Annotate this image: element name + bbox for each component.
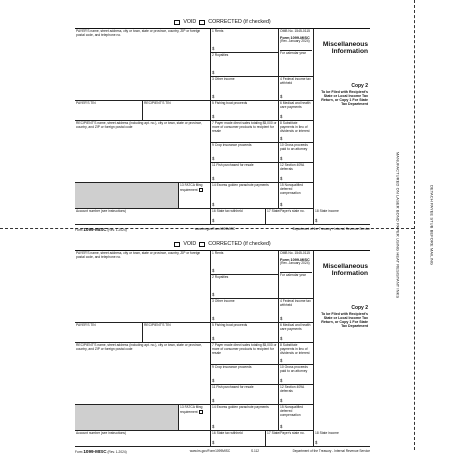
dollar-sign: $: [280, 114, 283, 120]
dollar-sign: $: [212, 336, 215, 342]
account-number-label: Account number (see instructions): [76, 208, 127, 213]
form-id-box: [279, 251, 314, 299]
payer-name-box[interactable]: [75, 251, 211, 323]
box4-federal-tax[interactable]: [279, 299, 314, 323]
box2-royalties[interactable]: [211, 275, 279, 299]
footer-form-word: Form: [75, 449, 83, 454]
box13-fatca[interactable]: [179, 183, 211, 209]
box13-label: 13 FATCA filing requirement: [180, 182, 203, 192]
recipient-tin-box[interactable]: [143, 323, 211, 343]
dollar-sign: $: [212, 378, 215, 384]
copy-description: To be Filed with Recipient's State or Local Income Tax Return, or Copy 1 For State Tax Department: [321, 312, 368, 329]
dollar-sign: $: [280, 336, 283, 342]
footer-form-word: Form: [75, 227, 83, 232]
form-revision: (Rev. January 2024): [280, 39, 310, 44]
void-corrected-row: [75, 238, 370, 250]
box6-medical[interactable]: [279, 101, 314, 121]
omb-number: OMB No. 1545-0115: [280, 250, 310, 255]
footer-revision: (Rev. 1-2024): [107, 227, 127, 232]
box9-crop-insurance[interactable]: [211, 365, 279, 385]
box11-label: 11 Fish purchased for resale: [212, 162, 254, 167]
box10-attorney[interactable]: [279, 143, 314, 163]
side-print-notice-outer: DETACH PAYEE STUB BEFORE MAILING: [429, 184, 435, 266]
box12-label: 12 Section 409A deferrals: [280, 384, 305, 393]
box14-label: 14 Excess golden parachute payments: [212, 182, 269, 187]
box5-fishing-boat[interactable]: [211, 323, 279, 343]
box15-nonqualified[interactable]: [279, 405, 314, 431]
box18-label: 18 State income: [315, 208, 339, 213]
dollar-sign: $: [280, 378, 283, 384]
copy-label: Copy 2: [351, 83, 368, 89]
box16-state-tax[interactable]: [211, 431, 266, 447]
form-revision: (Rev. January 2024): [280, 261, 310, 266]
dollar-sign: $: [280, 94, 283, 100]
box11-fish-purchased[interactable]: [211, 385, 279, 405]
box9-label: 9 Crop insurance proceeds: [212, 142, 252, 147]
box5-label: 5 Fishing boat proceeds: [212, 100, 248, 105]
recipient-tin-box[interactable]: [143, 101, 211, 121]
box10-label: 10 Gross proceeds paid to an attorney: [280, 364, 308, 373]
payer-tin-label: PAYER'S TIN: [76, 100, 96, 105]
box1-label: 1 Rents: [212, 250, 224, 255]
box3-other-income[interactable]: [211, 299, 279, 323]
calendar-year-label: For calendar year: [280, 272, 312, 277]
form-title: Miscellaneous Information: [322, 41, 368, 55]
box10-label: 10 Gross proceeds paid to an attorney: [280, 142, 308, 151]
form-footer: [75, 225, 370, 233]
box8-label: 8 Substitute payments in lieu of dividends or interest: [280, 120, 310, 133]
box6-medical[interactable]: [279, 323, 314, 343]
box12-409a[interactable]: [279, 163, 314, 183]
copy-label: Copy 2: [351, 305, 368, 311]
void-checkbox[interactable]: [174, 20, 180, 25]
dollar-sign: $: [212, 218, 215, 224]
box2-label: 2 Royalties: [212, 52, 229, 57]
form-number: Form 1099-MISC: [280, 35, 310, 40]
form-number: Form 1099-MISC: [280, 257, 310, 262]
box15-label: 15 Nonqualified deferred compensation: [280, 404, 303, 417]
box4-label: 4 Federal income tax withheld: [280, 298, 311, 307]
shaded-area: [75, 405, 179, 431]
footer-form-id: [75, 227, 145, 232]
box11-fish-purchased[interactable]: [211, 163, 279, 183]
recipient-tin-label: RECIPIENT'S TIN: [144, 100, 171, 105]
dollar-sign: $: [280, 202, 283, 208]
footer-form-id: [75, 449, 145, 454]
fatca-checkbox[interactable]: [199, 410, 203, 414]
box13-fatca[interactable]: [179, 405, 211, 431]
box1-label: 1 Rents: [212, 28, 224, 33]
box3-label: 3 Other income: [212, 76, 235, 81]
footer-form-name: 1099-MISC: [83, 226, 107, 232]
footer-form-name: 1099-MISC: [83, 448, 107, 454]
dollar-sign: $: [212, 176, 215, 182]
dollar-sign: $: [212, 114, 215, 120]
title-box: [314, 29, 370, 77]
dollar-sign: $: [212, 316, 215, 322]
corrected-checkbox[interactable]: [199, 242, 205, 247]
box7-label: 7 Payer made direct sales totaling $5,000 or more of consumer products to recipient for resale: [212, 342, 277, 355]
dollar-sign: $: [212, 292, 215, 298]
box14-golden-parachute[interactable]: [211, 405, 279, 431]
dollar-sign: $: [212, 268, 215, 274]
box18-label: 18 State income: [315, 430, 339, 435]
box6-label: 6 Medical and health care payments: [280, 322, 311, 331]
dollar-sign: $: [280, 176, 283, 182]
recipient-name-label: RECIPIENT'S name, street address (including apt. no.), city or town, state or province, country, and ZIP or foreign postal code: [76, 342, 202, 351]
payer-tin-box[interactable]: [75, 101, 143, 121]
box9-label: 9 Crop insurance proceeds: [212, 364, 252, 369]
box17-label: 17 State/Payer's state no.: [267, 430, 305, 435]
box1-rents[interactable]: [211, 251, 279, 275]
void-label: VOID: [183, 241, 197, 247]
dollar-sign: $: [280, 358, 283, 364]
box3-label: 3 Other income: [212, 298, 235, 303]
dollar-sign: $: [212, 424, 215, 430]
dollar-sign: $: [280, 136, 283, 142]
dollar-sign: $: [315, 218, 318, 224]
footer-revision: (Rev. 1-2024): [107, 449, 127, 454]
footer-code: S.112: [250, 449, 260, 453]
box16-label: 16 State tax withheld: [212, 208, 243, 213]
fatca-checkbox[interactable]: [199, 188, 203, 192]
box15-label: 15 Nonqualified deferred compensation: [280, 182, 303, 195]
dollar-sign: $: [280, 398, 283, 404]
dollar-sign: $: [212, 398, 215, 404]
corrected-label: CORRECTED (if checked): [208, 241, 271, 247]
box12-409a[interactable]: [279, 385, 314, 405]
box1-rents[interactable]: [211, 29, 279, 53]
corrected-label: CORRECTED (if checked): [208, 19, 271, 25]
box8-substitute[interactable]: [279, 121, 314, 143]
box7-direct-sales[interactable]: [211, 121, 279, 143]
dollar-sign: $: [212, 70, 215, 76]
recipient-name-box[interactable]: [75, 121, 211, 183]
dollar-sign: $: [280, 156, 283, 162]
omb-number: OMB No. 1545-0115: [280, 28, 310, 33]
box6-label: 6 Medical and health care payments: [280, 100, 311, 109]
box12-label: 12 Section 409A deferrals: [280, 162, 305, 171]
account-number-box[interactable]: [75, 431, 211, 447]
dollar-sign: $: [212, 46, 215, 52]
box17-state-no[interactable]: [266, 209, 314, 225]
vertical-perforation: [414, 0, 415, 450]
payer-tin-box[interactable]: [75, 323, 143, 343]
form-grid: [75, 250, 370, 446]
box16-state-tax[interactable]: [211, 209, 266, 225]
box5-fishing-boat[interactable]: [211, 101, 279, 121]
box4-label: 4 Federal income tax withheld: [280, 76, 311, 85]
form-footer: [75, 447, 370, 455]
payer-name-label: PAYER'S name, street address, city or town, state or province, country, ZIP or foreign postal code, and telephone no.: [76, 28, 201, 37]
footer-url: www.irs.gov/Form1099MISC: [194, 227, 236, 231]
payer-tin-label: PAYER'S TIN: [76, 322, 96, 327]
form-id-box: [279, 29, 314, 77]
void-checkbox[interactable]: [174, 242, 180, 247]
account-number-label: Account number (see instructions): [76, 430, 127, 435]
box11-label: 11 Fish purchased for resale: [212, 384, 254, 389]
copy-description: To be Filed with Recipient's State or Local Income Tax Return, or Copy 1 For State Tax Department: [321, 90, 368, 107]
box3-other-income[interactable]: [211, 77, 279, 101]
calendar-year-label: For calendar year: [280, 50, 312, 55]
dollar-sign: $: [315, 440, 318, 446]
title-box: [314, 251, 370, 299]
copy-box: [314, 299, 370, 423]
box5-label: 5 Fishing boat proceeds: [212, 322, 248, 327]
box8-label: 8 Substitute payments in lieu of dividends or interest: [280, 342, 310, 355]
payer-name-box[interactable]: [75, 29, 211, 101]
box2-royalties[interactable]: [211, 53, 279, 77]
box18-state-income[interactable]: [314, 431, 370, 447]
corrected-checkbox[interactable]: [199, 20, 205, 25]
box9-crop-insurance[interactable]: [211, 143, 279, 163]
box17-state-no[interactable]: [266, 431, 314, 447]
box17-label: 17 State/Payer's state no.: [267, 208, 305, 213]
recipient-name-label: RECIPIENT'S name, street address (including apt. no.), city or town, state or province, country, and ZIP or foreign postal code: [76, 120, 202, 129]
box7-label: 7 Payer made direct sales totaling $5,000 or more of consumer products to recipient for resale: [212, 120, 277, 133]
side-print-notice: MANUFACTURED ON LASER BOND PAPER USING HEAT RESISTANT INKS: [395, 151, 401, 299]
box13-label: 13 FATCA filing requirement: [180, 404, 203, 414]
void-label: VOID: [183, 19, 197, 25]
dollar-sign: $: [280, 424, 283, 430]
form-grid: [75, 28, 370, 224]
form-title: Miscellaneous Information: [322, 263, 368, 277]
footer-url: www.irs.gov/Form1099MISC: [189, 449, 231, 453]
box14-golden-parachute[interactable]: [211, 183, 279, 209]
footer-department: Department of the Treasury - Internal Revenue Service: [292, 227, 370, 231]
box8-substitute[interactable]: [279, 343, 314, 365]
recipient-tin-label: RECIPIENT'S TIN: [144, 322, 171, 327]
box16-label: 16 State tax withheld: [212, 430, 243, 435]
shaded-area: [75, 183, 179, 209]
dollar-sign: $: [212, 94, 215, 100]
box7-direct-sales[interactable]: [211, 343, 279, 365]
footer-department: Department of the Treasury - Internal Revenue Service: [292, 449, 370, 453]
recipient-name-box[interactable]: [75, 343, 211, 405]
dollar-sign: $: [212, 440, 215, 446]
box10-attorney[interactable]: [279, 365, 314, 385]
copy-box: [314, 77, 370, 201]
box15-nonqualified[interactable]: [279, 183, 314, 209]
dollar-sign: $: [212, 156, 215, 162]
dollar-sign: $: [280, 316, 283, 322]
void-corrected-row: [75, 16, 370, 28]
payer-name-label: PAYER'S name, street address, city or town, state or province, country, ZIP or foreign postal code, and telephone no.: [76, 250, 201, 259]
box18-state-income[interactable]: [314, 209, 370, 225]
box14-label: 14 Excess golden parachute payments: [212, 404, 269, 409]
box4-federal-tax[interactable]: [279, 77, 314, 101]
dollar-sign: $: [212, 202, 215, 208]
box2-label: 2 Royalties: [212, 274, 229, 279]
account-number-box[interactable]: [75, 209, 211, 225]
